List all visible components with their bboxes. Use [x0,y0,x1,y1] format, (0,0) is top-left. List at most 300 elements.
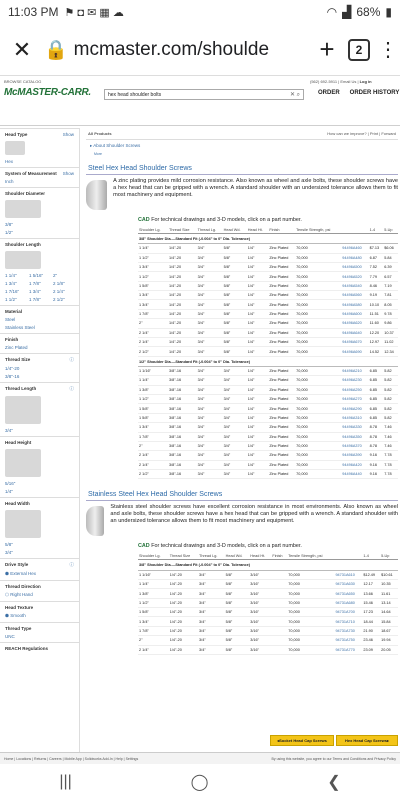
table-row [138,451,398,460]
table-row [138,626,398,635]
table-cell [271,598,287,607]
table-cell: 1/4" [247,347,269,356]
order-history-link[interactable]: ORDER HISTORY [349,90,400,96]
part-number-link[interactable]: 94496A310 [341,413,368,422]
table-cell: 1/4" [247,441,269,450]
table-cell: 7.46 [383,441,398,450]
more-link[interactable]: More [94,152,102,156]
part-number-link[interactable]: 94731A630 [334,579,362,588]
login-link[interactable]: Log in [359,79,372,84]
part-number-link[interactable]: 94496A370 [341,441,368,450]
table-row [138,423,398,432]
table-cell: 3/4" [198,636,225,645]
table-cell: 1 3/4" [138,291,168,300]
table-row [138,337,398,346]
table-cell: 70,000 [295,441,341,450]
table-cell: 3/4" [197,470,223,479]
table-row [138,309,398,318]
table-cell: 70,000 [287,570,334,579]
table-cell: 8.78 [369,432,384,441]
table-cell: 70,000 [295,309,341,318]
address-bar[interactable] [44,38,306,62]
table-cell: 3/4" [223,423,247,432]
table-cell: 1/4" [247,432,269,441]
footer-link[interactable]: Settings [125,756,139,761]
filter-option-label: External Hex [10,571,36,576]
info-icon[interactable]: ⓘ [69,386,74,391]
table-cell: 14.52 [369,347,384,356]
filter-title: Drive Style [5,562,29,567]
table-row [138,385,398,394]
footer-link[interactable]: Careers | [49,756,65,761]
thread-length-icon [5,396,41,424]
table-row [138,291,398,300]
table-cell: 3/4" [197,460,223,469]
filter-option[interactable]: 3/8" [5,222,13,227]
part-number-link[interactable]: 94496A250 [341,385,368,394]
table-cell: 3/4" [198,626,225,635]
filter-title: Thread Direction [5,584,41,589]
part-number-link[interactable]: 94496A560 [341,291,368,300]
part-number-link[interactable]: 94731A680 [334,598,362,607]
part-number-link[interactable]: 94496A540 [341,281,368,290]
table-cell: 3/4" [197,404,223,413]
table-cell: 12.20 [369,328,384,337]
part-number-link[interactable]: 94496A480 [341,253,368,262]
table-cell: Zinc Plated [268,337,295,346]
table-cell: 2 1/4" [138,645,169,654]
recent-apps-icon[interactable]: ||| [59,773,72,790]
table-cell: 6.85 [369,385,384,394]
table-cell: 70,000 [287,645,334,654]
tab-switcher-button[interactable]: 2 [348,39,370,61]
table-cell: 1/4"-20 [168,281,197,290]
table-cell: 5/8" [225,579,250,588]
footer-link[interactable]: Home | [4,756,17,761]
table-cell: 3/16" [249,598,271,607]
table-cell: 3/4" [197,337,223,346]
table-cell: 12.34 [383,347,398,356]
table-cell: 3/4" [197,366,223,375]
site-logo[interactable]: McMASTER-CARR. [4,87,91,98]
table-cell: 1/4" [247,337,269,346]
head-width-icon [5,510,41,538]
table-cell: 70,000 [295,404,341,413]
part-number-link[interactable]: 94496A580 [341,300,368,309]
part-number-link[interactable]: 94496A640 [341,328,368,337]
table-cell: 8.78 [369,441,384,450]
table-cell: Zinc Plated [268,432,295,441]
part-number-link[interactable]: 94496A500 [341,262,368,271]
filter-option[interactable]: 5/16" [5,481,16,486]
table-cell: 1/4" [247,413,269,422]
socket-head-cap-screws-button[interactable]: ◂ Socket Head Cap Screws [270,735,334,746]
table-cell: 18.44 [362,617,380,626]
description-text: Stainless steel shoulder screws have excellent corrosion resistance in most environments. Also known as wheel and axle bolts, these shoulder screws have a hex head that can be gripped with a wrench. A standard shoulder with an undersized tolerance allows them to fit most machinery and equipment. [110,504,398,525]
footer-link[interactable]: Help | [115,756,126,761]
email-link[interactable]: Email Us [340,79,357,84]
table-cell: 5/8" [225,598,250,607]
part-number-link[interactable]: 94731A610 [334,570,362,579]
table-row [138,432,398,441]
table-cell: 1/4"-20 [169,579,198,588]
filter-option[interactable]: 1/4"-20 [5,366,20,371]
table-cell: 7.78 [383,460,398,469]
table-row [138,645,398,654]
filter-option[interactable]: 1 3/4" [5,281,17,286]
filter-option[interactable]: 3/4" [5,428,13,433]
filter-option[interactable]: 3/4" [5,550,13,555]
table-cell: 1/4" [247,395,269,404]
terms-text[interactable]: By using this website, you agree to our Terms and Conditions and Privacy Policy [271,756,396,761]
filter-option[interactable]: 2 1/4" [53,289,65,294]
table-cell: 5.82 [383,376,398,385]
table-cell: Zinc Plated [268,423,295,432]
description-text: A zinc plating provides mild corrosion resistance. Also known as wheel and axle bolts, these shoulder screws have a hex head that can be gripped with a wrench. A standard shoulder with an undersized tolerance allows them to fit most machinery and equipment. [113,178,398,198]
filter-option[interactable]: 1 5/16" [29,273,44,278]
table-cell: 1 1/2" [138,253,168,262]
table-cell: 3/4" [223,470,247,479]
table-cell: 3/8"-16 [168,460,197,469]
filter-option[interactable]: Hex [5,159,14,164]
table-cell: 70,000 [295,413,341,422]
cad-text: For technical drawings and 3-D models, click on a part number. [151,217,302,223]
part-number-link[interactable]: 94496A350 [341,432,368,441]
table-cell: 1/4"-20 [168,253,197,262]
table-cell: 6.57 [383,272,398,281]
part-number-link[interactable]: 94496A390 [341,451,368,460]
filter-option[interactable]: 1 7/16" [5,289,20,294]
table-cell: 6.39 [383,262,398,271]
table-cell: 2" [138,636,169,645]
cad-icon: CAD [138,217,150,223]
content-header: All Products How can we improve? | Print | Forward [86,128,398,140]
table-cell: 1 3/8" [138,385,168,394]
show-link[interactable]: Show [62,132,74,137]
table-cell: 1/4"-20 [168,337,197,346]
part-number-link[interactable]: 94496A290 [341,404,368,413]
table-cell: 1 3/4" [138,300,168,309]
part-number-link[interactable]: 94496A270 [341,395,368,404]
filter-option-label: Smooth [10,613,26,618]
status-bar [0,0,400,24]
part-number-link[interactable]: 94496A520 [341,272,368,281]
table-cell: 9.16 [369,460,384,469]
site-footer [0,752,400,764]
column-header: Head Ht. [249,553,271,560]
table-cell: 3/8"-16 [168,385,197,394]
table-cell: Zinc Plated [268,451,295,460]
table-cell: 23.09 [362,645,380,654]
table-row [138,262,398,271]
table-cell: 3/4" [223,376,247,385]
filter-option[interactable]: Inch [5,179,14,184]
part-number-link[interactable]: 94731A770 [334,645,362,654]
table-cell: 3/4" [197,253,223,262]
table-cell: 1/4"-20 [169,608,198,617]
table-cell: 7.46 [383,432,398,441]
table-cell: 70,000 [287,579,334,588]
table-cell: 3/4" [197,413,223,422]
filter-option[interactable]: 1 1/2" [5,297,17,302]
table-cell: 1/4" [247,281,269,290]
table-cell: Zinc Plated [268,404,295,413]
table-cell: 7.19 [383,281,398,290]
table-cell: 1/4" [247,328,269,337]
close-icon[interactable]: ✕ [12,36,32,62]
part-number-link[interactable]: 94496A330 [341,423,368,432]
table-cell: 1/4"-20 [168,300,197,309]
table-cell: 1/4" [247,404,269,413]
column-header: Finish [271,553,287,560]
hex-head-icon[interactable] [5,141,25,155]
table-cell: 3/4" [197,441,223,450]
banner-label: Socket Head Cap Screws [279,738,327,743]
table-cell: 70,000 [295,395,341,404]
footer-link[interactable]: Returns | [34,756,50,761]
footer-link[interactable]: Locations | [16,756,35,761]
forward-link[interactable]: Forward [381,131,396,136]
part-number-link[interactable]: 94731A700 [334,608,362,617]
table-cell: 7.78 [383,451,398,460]
part-number-link[interactable]: 94496A440 [341,470,368,479]
column-header: Head Wd. [225,553,250,560]
table-cell: 3/16" [249,645,271,654]
filter-option[interactable]: 1/4" [5,489,13,494]
table-cell: 1/4" [247,366,269,375]
about-shoulder-screws-link[interactable]: ▸ About Shoulder Screws [90,143,141,148]
table-cell: 9.86 [383,319,398,328]
table-cell: 1 7/8" [138,626,169,635]
filter-option[interactable]: 5/8" [5,542,13,547]
filter-option[interactable]: 2" [53,273,58,278]
site-header [0,76,400,126]
table-cell: 5/8" [223,281,247,290]
table-cell: 12.17 [362,579,380,588]
footer-link[interactable]: Solidworks Add-In | [84,756,116,761]
cad-text: For technical drawings and 3-D models, click on a part number. [151,543,302,550]
table-cell [271,636,287,645]
head-height-icon [5,449,41,477]
show-link[interactable]: Show [62,171,74,176]
cad-icon: CAD [138,543,150,550]
filter-option[interactable]: 1 1/4" [5,273,17,278]
table-cell: 1/4"-20 [169,636,198,645]
table-cell: 70,000 [287,626,334,635]
table-cell: 5/8" [223,319,247,328]
table-cell: 1 1/4" [138,579,169,588]
table-cell: 5/8" [223,253,247,262]
battery-icon: ▮ [385,5,392,19]
table-cell: Zinc Plated [268,347,295,356]
table-cell: 70,000 [295,300,341,309]
table-row [138,347,398,356]
back-icon[interactable]: ❮ [327,774,341,791]
table-cell: 23.46 [362,636,380,645]
part-number-link[interactable]: 94496A690 [341,347,368,356]
browse-catalog-link[interactable]: BROWSE CATALOG [4,79,42,84]
filter-option[interactable]: 1/2" [5,230,13,235]
table-row [138,376,398,385]
table-cell: 5.82 [383,395,398,404]
table-cell: $12.49 [362,570,380,579]
table-cell: 3/8"-16 [168,376,197,385]
search-icon[interactable]: ✕ ⌕ [289,92,300,98]
table-cell: 1/4" [247,253,269,262]
part-number-link[interactable]: 94496A230 [341,376,368,385]
table-cell: 1/4"-20 [168,319,197,328]
table-cell: 1 1/16" [138,366,168,375]
table-cell: 3/16" [249,608,271,617]
info-icon[interactable]: ⓘ [69,357,74,362]
table-cell: 1 5/8" [138,608,169,617]
part-number-link[interactable]: 94496A670 [341,337,368,346]
table-cell: 3/4" [223,385,247,394]
table-row [138,608,398,617]
about-label: About Shoulder Screws [93,143,141,148]
banner-label: Hex Head Cap Screws [344,738,387,743]
table-cell: 70,000 [295,432,341,441]
table-cell: 9.16 [369,470,384,479]
table-cell: 20.05 [380,645,398,654]
table-cell: 5/8" [223,272,247,281]
column-header: Tensile Strength, psi [295,227,341,234]
table-cell: 6.85 [369,376,384,385]
table-cell: 5/8" [223,291,247,300]
column-header: 5-Up [383,227,398,234]
filter-title: Thread Type [5,626,32,631]
table-cell: 70,000 [295,281,341,290]
table-cell [271,608,287,617]
part-number-link[interactable]: 94731A650 [334,589,362,598]
filter-option[interactable]: 2 1/2" [53,297,65,302]
table-cell: 1 5/8" [138,413,168,422]
table-cell: 3/4" [223,432,247,441]
product-title: Steel Hex Head Shoulder Screws [86,163,398,175]
info-icon[interactable]: ⓘ [69,562,74,567]
print-link[interactable]: Print [369,131,379,136]
filter-option[interactable]: 2 1/8" [53,281,65,286]
table-row [138,253,398,262]
table-cell: 3/4" [197,432,223,441]
table-cell: 3/4" [197,347,223,356]
product-table-1 [138,227,398,479]
filter-title: Head Type [5,132,28,137]
filter-option[interactable]: 3/8"-16 [5,374,20,379]
part-number-link[interactable]: 94731A710 [334,617,362,626]
table-cell: Zinc Plated [268,319,295,328]
table-cell: 3/8"-16 [168,404,197,413]
table-cell: 70,000 [295,376,341,385]
table-cell: Zinc Plated [268,281,295,290]
filter-option[interactable]: 1 3/4" [29,289,41,294]
table-cell: Zinc Plated [268,244,295,253]
table-row [138,413,398,422]
table-cell: 3/16" [249,636,271,645]
table-cell: 5/8" [225,617,250,626]
external-hex-option[interactable]: ⬢ External Hex [5,571,36,576]
table-cell: Zinc Plated [268,470,295,479]
filter-option[interactable]: 1 7/8" [29,281,41,286]
table-cell: 8.46 [369,281,384,290]
table-cell: 5/8" [223,244,247,253]
table-row [138,589,398,598]
table-cell: 6.87 [369,253,384,262]
lock-icon: 🔒 [44,39,68,61]
search-input[interactable] [104,89,304,100]
new-tab-button[interactable]: + [319,34,335,64]
column-header: Head Wd. [223,227,247,234]
table-cell: 12.97 [369,337,384,346]
menu-icon[interactable]: ⋮ [378,39,398,61]
table-cell [271,617,287,626]
table-cell: 70,000 [295,253,341,262]
part-number-link[interactable]: 94496A600 [341,309,368,318]
table-cell: 1 1/16" [138,570,169,579]
table-cell: 3/8"-16 [168,451,197,460]
table-cell: 1 7/8" [138,432,168,441]
part-number-link[interactable]: 94496A460 [341,244,368,253]
table-cell: 3/8"-16 [168,423,197,432]
table-cell: 3/16" [249,570,271,579]
table-cell: 1/4" [247,262,269,271]
filter-option[interactable]: Zinc Plated [5,345,28,350]
table-cell: 1/4"-20 [169,645,198,654]
order-link[interactable]: ORDER [318,90,340,96]
filter-option[interactable]: UNC [5,634,15,639]
filter-title: Shoulder Diameter [5,191,46,196]
filter-option[interactable]: 1 7/8" [29,297,41,302]
time: 11:03 PM [8,5,59,19]
table-cell: 3/4" [197,376,223,385]
improve-link[interactable]: How can we improve? [327,131,367,136]
table-cell [271,645,287,654]
right-hand-option[interactable] [5,592,74,598]
table-cell: 3/4" [223,413,247,422]
table-cell: 1/4" [247,423,269,432]
cad-note [138,217,398,223]
part-number-link[interactable]: 94496A210 [341,366,368,375]
table-cell: 3/8"-16 [168,432,197,441]
smooth-option[interactable] [5,613,74,619]
part-number-link[interactable]: 94496A620 [341,319,368,328]
table-cell: 7.52 [369,262,384,271]
table-cell: 3/16" [249,626,271,635]
footer-link[interactable]: Mobile App | [64,756,85,761]
part-number-link[interactable]: 94731A730 [334,626,362,635]
table-cell: 1/4"-20 [169,598,198,607]
part-number-link[interactable]: 94731A750 [334,636,362,645]
all-products-label[interactable]: All Products [88,131,112,136]
filter-option[interactable]: Steel [5,317,16,322]
filter-option[interactable]: Stainless Steel [5,325,35,330]
table-cell: 70,000 [295,337,341,346]
filter-title: Finish [5,337,19,342]
subheader-text: 1/2" Shoulder Dia.—Standard Fit (-0.004" to 0" Dia. Tolerance) [138,356,398,366]
table-cell: $7.13 [369,244,384,253]
part-number-link[interactable]: 94496A420 [341,460,368,469]
table-cell: 70,000 [295,451,341,460]
table-cell: 5/8" [223,337,247,346]
url-text: mcmaster.com/shoulde [73,38,270,60]
table-cell: 1 3/4" [138,617,169,626]
table-cell: 5/8" [225,570,250,579]
table-cell: 2" [138,441,168,450]
home-icon[interactable]: ◯ [190,774,209,791]
table-cell: Zinc Plated [268,441,295,450]
hex-head-cap-screws-button[interactable]: Hex Head Cap Screws ▸ [336,735,398,746]
table-cell: 8.05 [383,300,398,309]
